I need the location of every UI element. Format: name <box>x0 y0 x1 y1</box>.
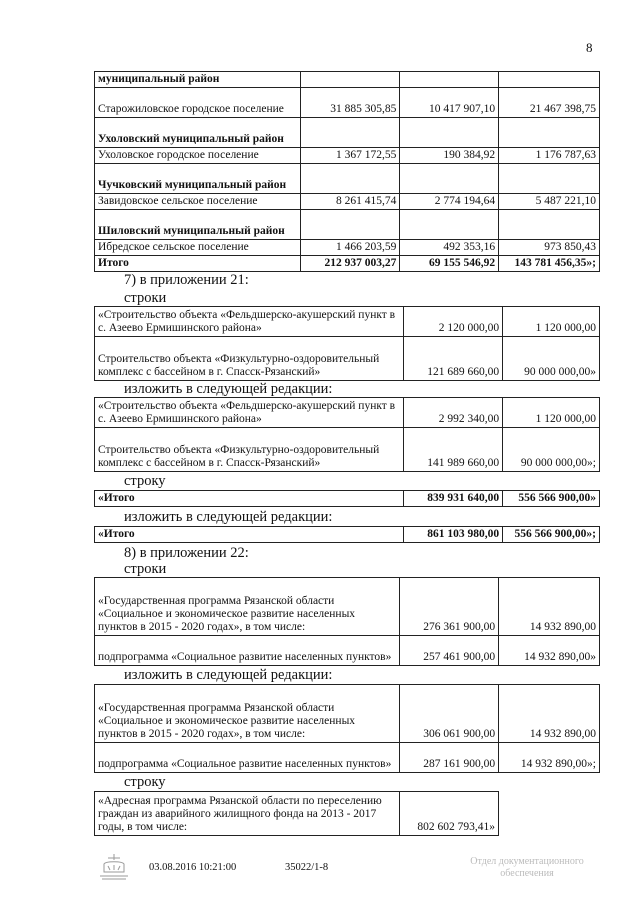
amount-cell: 556 566 900,00»; <box>503 527 600 543</box>
settlement-cell: Старожиловское городское поселение <box>95 88 301 118</box>
table-row <box>95 636 600 666</box>
appendix21-old-table <box>94 306 600 381</box>
table-row <box>95 118 600 148</box>
section-heading: 8) в приложении 22: <box>124 545 249 561</box>
table-row <box>95 88 600 118</box>
amount-cell: 69 155 546,92 <box>400 256 499 272</box>
table-row <box>95 792 499 836</box>
object-name-cell: «Строительство объекта «Фельдшерско-акушерский пункт в с. Азеево Ермишинского района» <box>95 398 404 428</box>
appendix21-new-table <box>94 397 600 472</box>
amount-cell: 31 885 305,85 <box>300 88 400 118</box>
object-name-cell: Строительство объекта «Физкультурно-оздоровительный комплекс с бассейном в г. Спасск-Рязанский» <box>95 337 404 381</box>
table-row <box>95 428 600 472</box>
amount-cell: 21 467 398,75 <box>499 88 600 118</box>
amount-cell: 190 384,92 <box>400 148 499 164</box>
table-row <box>95 194 600 210</box>
amount-cell: 1 120 000,00 <box>503 307 600 337</box>
program-name-cell: «Адресная программа Рязанской области по переселению граждан из аварийного жилищного фонда на 2013 - 2017 годы, в том числе: <box>95 792 400 836</box>
amount-cell: 8 261 415,74 <box>300 194 400 210</box>
amount-cell: 861 103 980,00 <box>404 527 503 543</box>
amount-cell: 257 461 900,00 <box>400 636 499 666</box>
total-row <box>95 491 600 507</box>
appendix22-address-program-table <box>94 791 499 836</box>
amount-cell: 802 602 793,41» <box>400 792 499 836</box>
settlement-cell: Ухоловское городское поселение <box>95 148 301 164</box>
amount-cell: 2 992 340,00 <box>404 398 503 428</box>
instruction-text: изложить в следующей редакции: <box>124 381 333 397</box>
amount-cell: 306 061 900,00 <box>400 685 499 743</box>
settlement-cell: Ибредское сельское поселение <box>95 240 301 256</box>
amount-cell: 1 176 787,63 <box>499 148 600 164</box>
appendix22-new-table <box>94 684 600 773</box>
settlement-cell: Завидовское сельское поселение <box>95 194 301 210</box>
table-row <box>95 210 600 240</box>
table-row <box>95 307 600 337</box>
amount-cell: 90 000 000,00»; <box>503 428 600 472</box>
table-row <box>95 743 600 773</box>
amount-cell: 1 367 172,55 <box>300 148 400 164</box>
amount-cell: 2 774 194,64 <box>400 194 499 210</box>
amount-cell: 212 937 003,27 <box>300 256 400 272</box>
appendix21-total-old-table <box>94 490 600 507</box>
district-cell: муниципальный район <box>95 72 301 88</box>
amount-cell: 839 931 640,00 <box>404 491 503 507</box>
program-name-cell: «Государственная программа Рязанской области «Социальное и экономическое развитие населенных пунктов в 2015 - 2020 годах», в том числе: <box>95 578 400 636</box>
total-label: «Итого <box>95 527 404 543</box>
amount-cell: 2 120 000,00 <box>404 307 503 337</box>
table-row <box>95 398 600 428</box>
table-row <box>95 685 600 743</box>
instruction-text: изложить в следующей редакции: <box>124 509 333 525</box>
total-label: Итого <box>95 256 301 272</box>
amount-cell: 14 932 890,00 <box>499 578 600 636</box>
total-label: «Итого <box>95 491 404 507</box>
appendix21-total-new-table <box>94 526 600 543</box>
instruction-text: изложить в следующей редакции: <box>124 667 333 683</box>
amount-cell: 556 566 900,00» <box>503 491 600 507</box>
amount-cell: 14 932 890,00»; <box>499 743 600 773</box>
footer-datetime: 03.08.2016 10:21:00 <box>149 862 237 873</box>
total-row <box>95 527 600 543</box>
amount-cell: 5 487 221,10 <box>499 194 600 210</box>
amount-cell: 492 353,16 <box>400 240 499 256</box>
section-heading: 7) в приложении 21: <box>124 272 249 288</box>
footer-stamp: Отдел документационного обеспечения <box>470 856 584 879</box>
page-number: 8 <box>586 40 593 55</box>
amount-cell: 14 932 890,00» <box>499 636 600 666</box>
program-name-cell: подпрограмма «Социальное развитие населенных пунктов» <box>95 636 400 666</box>
amount-cell: 10 417 907,10 <box>400 88 499 118</box>
district-cell: Шиловский муниципальный район <box>95 210 301 240</box>
table-row <box>95 72 600 88</box>
instruction-text: строку <box>124 473 166 489</box>
program-name-cell: подпрограмма «Социальное развитие населенных пунктов» <box>95 743 400 773</box>
amount-cell: 287 161 900,00 <box>400 743 499 773</box>
document-logo-icon <box>96 852 132 887</box>
total-row <box>95 256 600 272</box>
object-name-cell: «Строительство объекта «Фельдшерско-акушерский пункт в с. Азеево Ермишинского района» <box>95 307 404 337</box>
table-row <box>95 337 600 381</box>
instruction-text: строки <box>124 290 167 306</box>
instruction-text: строки <box>124 561 167 577</box>
object-name-cell: Строительство объекта «Физкультурно-оздоровительный комплекс с бассейном в г. Спасск-Рязанский» <box>95 428 404 472</box>
amount-cell: 276 361 900,00 <box>400 578 499 636</box>
amount-cell: 14 932 890,00 <box>499 685 600 743</box>
amount-cell: 90 000 000,00» <box>503 337 600 381</box>
amount-cell: 1 120 000,00 <box>503 398 600 428</box>
budget-table <box>94 71 600 272</box>
district-cell: Ухоловский муниципальный район <box>95 118 301 148</box>
table-row <box>95 240 600 256</box>
appendix22-old-table <box>94 577 600 666</box>
table-row <box>95 578 600 636</box>
table-row <box>95 148 600 164</box>
table-row <box>95 164 600 194</box>
amount-cell: 1 466 203,59 <box>300 240 400 256</box>
amount-cell: 973 850,43 <box>499 240 600 256</box>
footer-doc-id: 35022/1-8 <box>285 862 329 873</box>
instruction-text: строку <box>124 774 166 790</box>
amount-cell: 121 689 660,00 <box>404 337 503 381</box>
program-name-cell: «Государственная программа Рязанской области «Социальное и экономическое развитие населенных пунктов в 2015 - 2020 годах», в том числе: <box>95 685 400 743</box>
amount-cell: 141 989 660,00 <box>404 428 503 472</box>
district-cell: Чучковский муниципальный район <box>95 164 301 194</box>
amount-cell: 143 781 456,35»; <box>499 256 600 272</box>
